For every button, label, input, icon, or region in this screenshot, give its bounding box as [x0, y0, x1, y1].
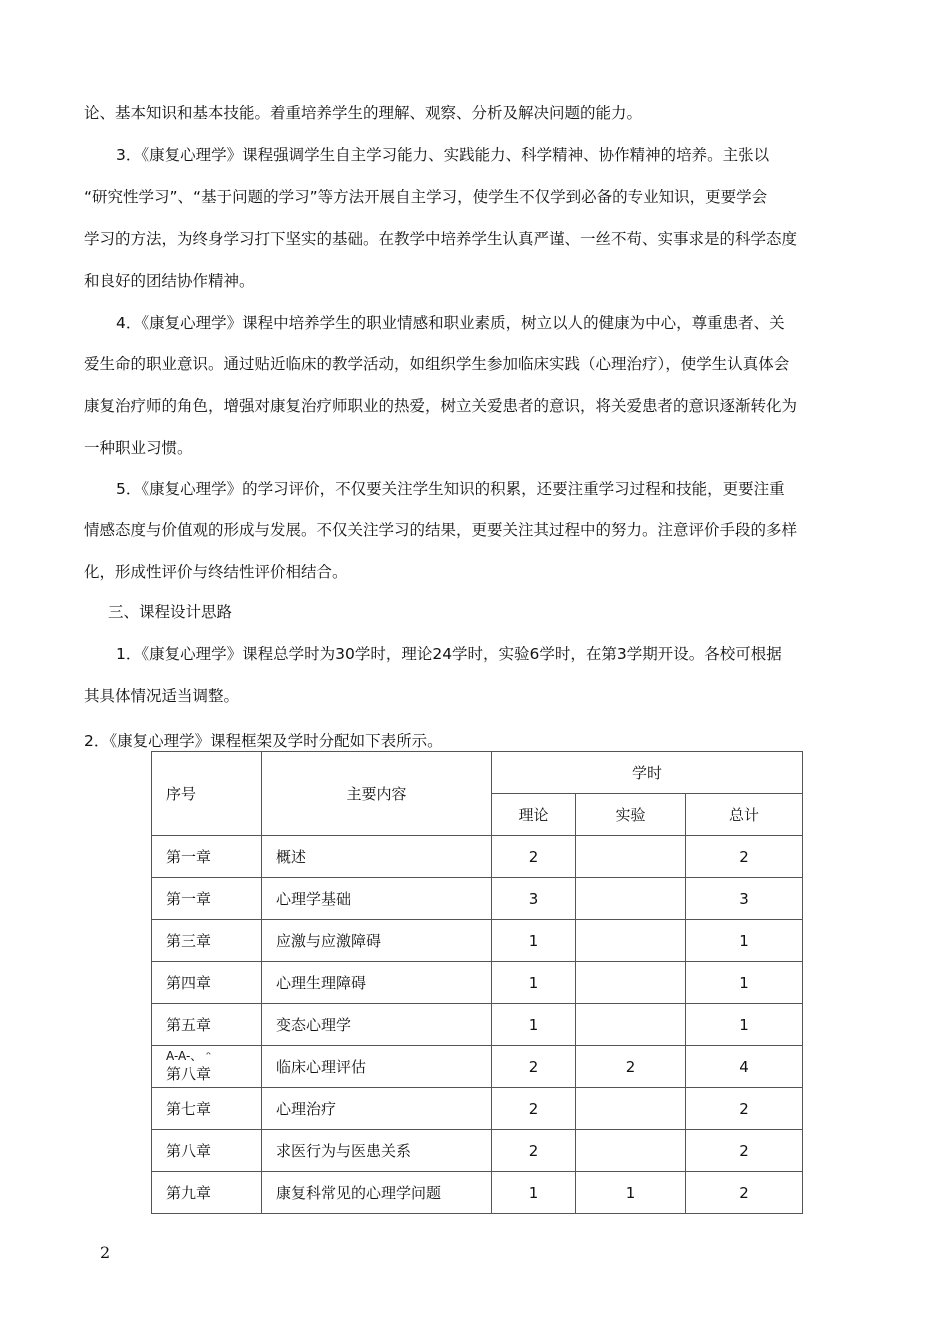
theory-cell: 1 — [492, 1004, 576, 1046]
paragraph-line: 3．《康复心理学》课程强调学生自主学习能力、实践能力、科学精神、协作精神的培养。主张以 — [116, 146, 770, 164]
table-row — [152, 1046, 803, 1088]
chapter-cell: 第一章 — [152, 878, 262, 920]
content-cell: 应激与应激障碍 — [262, 920, 492, 962]
header-content: 主要内容 — [262, 752, 492, 836]
theory-cell: 2 — [492, 1046, 576, 1088]
paragraph-line: 4．《康复心理学》课程中培养学生的职业情感和职业素质，树立以人的健康为中心，尊重患者、关 — [116, 314, 785, 332]
chapter-cell — [152, 1046, 262, 1088]
chapter-cell: 第七章 — [152, 1088, 262, 1130]
header-total: 总计 — [686, 794, 803, 836]
paragraph-line: 学习的方法，为终身学习打下坚实的基础。在教学中培养学生认真严谨、一丝不苟、实事求是的科学态度 — [84, 230, 798, 248]
theory-cell: 1 — [492, 920, 576, 962]
header-no: 序号 — [152, 752, 262, 836]
total-cell: 2 — [686, 1088, 803, 1130]
lab-cell — [576, 1130, 686, 1172]
lab-cell — [576, 1088, 686, 1130]
theory-cell: 3 — [492, 878, 576, 920]
theory-cell: 2 — [492, 1130, 576, 1172]
header-theory: 理论 — [492, 794, 576, 836]
paragraph-line: 爱生命的职业意识。通过贴近临床的教学活动，如组织学生参加临床实践（心理治疗），使学生认真体会 — [84, 355, 790, 373]
content-cell: 变态心理学 — [262, 1004, 492, 1046]
content-cell: 心理治疗 — [262, 1088, 492, 1130]
lab-cell: 2 — [576, 1046, 686, 1088]
chapter-cell: 第五章 — [152, 1004, 262, 1046]
table-row — [152, 836, 803, 878]
total-cell: 4 — [686, 1046, 803, 1088]
table-row — [152, 1088, 803, 1130]
chapter-cell: 第三章 — [152, 920, 262, 962]
content-cell: 康复科常见的心理学问题 — [262, 1172, 492, 1214]
table-row — [152, 878, 803, 920]
chapter-cell: 第八章 — [152, 1130, 262, 1172]
paragraph-line: 论、基本知识和基本技能。着重培养学生的理解、观察、分析及解决问题的能力。 — [84, 104, 643, 122]
paragraph-line: “研究性学习”、“基于问题的学习”等方法开展自主学习，使学生不仅学到必备的专业知识，更要学会 — [84, 188, 768, 206]
content-cell: 临床心理评估 — [262, 1046, 492, 1088]
theory-cell: 2 — [492, 1088, 576, 1130]
paragraph-line: 1．《康复心理学》课程总学时为30学时，理论24学时，实验6学时，在第3学期开设。各校可根据 — [116, 645, 782, 663]
table-row — [152, 1172, 803, 1214]
total-cell: 3 — [686, 878, 803, 920]
content-cell: 心理生理障碍 — [262, 962, 492, 1004]
table-row — [152, 920, 803, 962]
chapter-garbled: A-A-、 ᵔ — [166, 1049, 212, 1063]
theory-cell: 2 — [492, 836, 576, 878]
total-cell: 1 — [686, 920, 803, 962]
paragraph-line: 2．《康复心理学》课程框架及学时分配如下表所示。 — [84, 732, 443, 750]
section-heading: 三、课程设计思路 — [108, 603, 233, 621]
lab-cell: 1 — [576, 1172, 686, 1214]
total-cell: 2 — [686, 1130, 803, 1172]
content-cell: 求医行为与医患关系 — [262, 1130, 492, 1172]
chapter-cell: 第一章 — [152, 836, 262, 878]
lab-cell — [576, 920, 686, 962]
lab-cell — [576, 878, 686, 920]
paragraph-line: 5．《康复心理学》的学习评价，不仅要关注学生知识的积累，还要注重学习过程和技能，更要注重 — [116, 480, 785, 498]
theory-cell: 1 — [492, 1172, 576, 1214]
chapter-cell: 第九章 — [152, 1172, 262, 1214]
paragraph-line: 其具体情况适当调整。 — [84, 687, 240, 705]
header-lab: 实验 — [576, 794, 686, 836]
paragraph-line: 情感态度与价值观的形成与发展。不仅关注学习的结果，更要关注其过程中的努力。注意评价手段的多样 — [84, 521, 798, 539]
paragraph-line: 和良好的团结协作精神。 — [84, 272, 255, 290]
chapter-label: 第八章 — [166, 1065, 212, 1083]
lab-cell — [576, 836, 686, 878]
content-cell: 概述 — [262, 836, 492, 878]
total-cell: 2 — [686, 1172, 803, 1214]
paragraph-line: 康复治疗师的角色，增强对康复治疗师职业的热爱，树立关爱患者的意识，将关爱患者的意识逐渐转化为 — [84, 397, 798, 415]
paragraph-line: 化，形成性评价与终结性评价相结合。 — [84, 563, 348, 581]
hours-table — [151, 751, 803, 1214]
table-row — [152, 962, 803, 1004]
lab-cell — [576, 962, 686, 1004]
chapter-cell: 第四章 — [152, 962, 262, 1004]
lab-cell — [576, 1004, 686, 1046]
total-cell: 2 — [686, 836, 803, 878]
total-cell: 1 — [686, 962, 803, 1004]
paragraph-line: 一种职业习惯。 — [84, 439, 193, 457]
page-number: 2 — [100, 1243, 111, 1262]
table-row — [152, 1004, 803, 1046]
total-cell: 1 — [686, 1004, 803, 1046]
theory-cell: 1 — [492, 962, 576, 1004]
table-row — [152, 1130, 803, 1172]
content-cell: 心理学基础 — [262, 878, 492, 920]
header-hours: 学时 — [492, 752, 803, 794]
